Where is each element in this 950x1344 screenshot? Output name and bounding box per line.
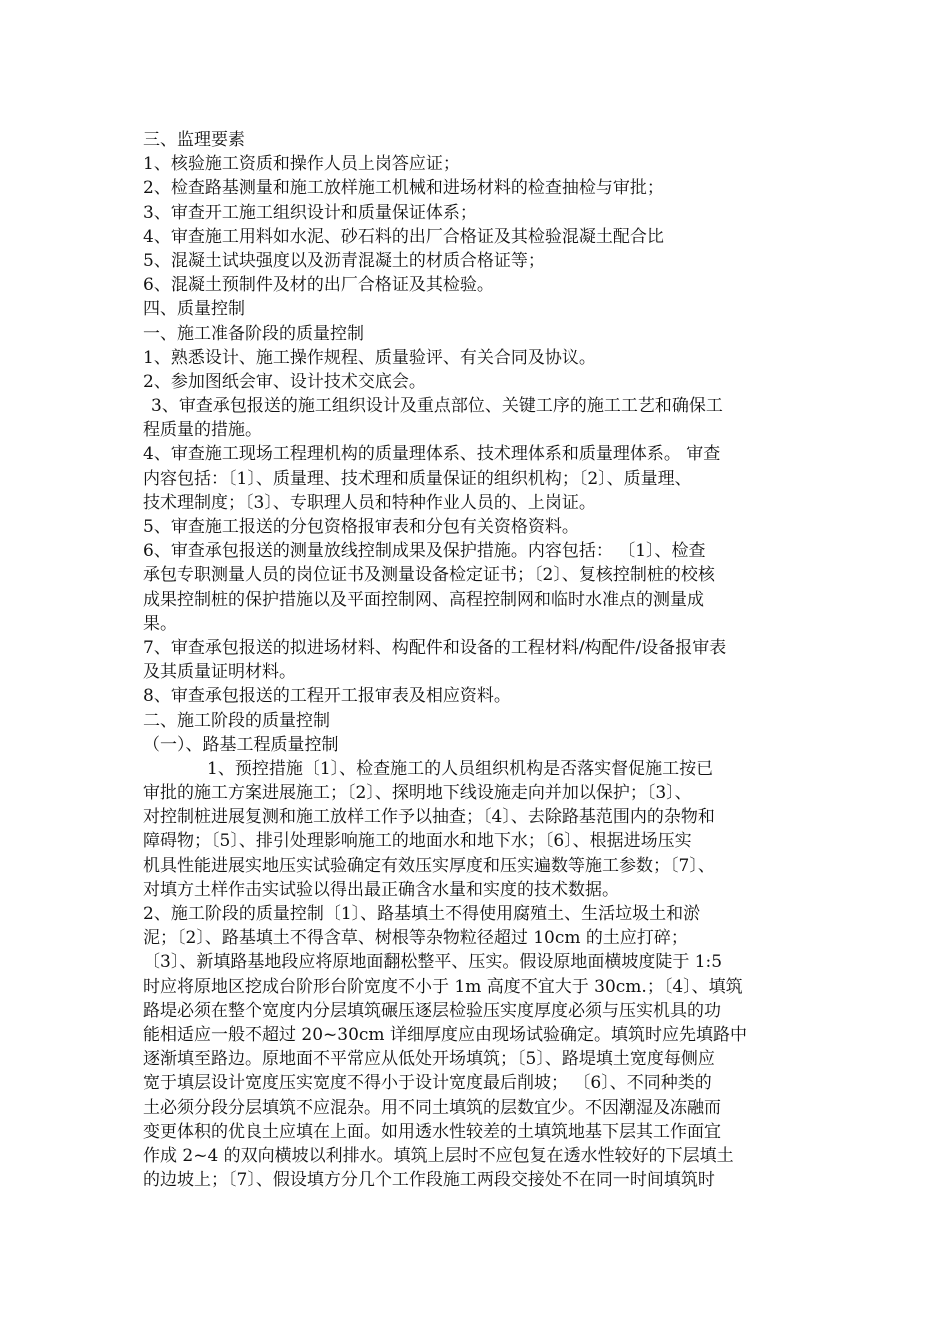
subsection-heading: 二、施工阶段的质量控制: [143, 710, 330, 731]
text-line: 泥；〔2〕、路基填土不得含草、树根等杂物粒径超过 10cm 的土应打碎；: [143, 928, 688, 949]
text-line: 5、审查施工报送的分包资格报审表和分包有关资格资料。: [143, 517, 579, 537]
subsection-heading: （一）、路基工程质量控制: [143, 734, 339, 755]
text-line: 能相适应一般不超过 20~30cm 详细厚度应由现场试验确定。填筑时应先填路中: [143, 1024, 747, 1045]
text-line: 机具性能进展实地压实试验确定有效压实厚度和压实遍数等施工参数；〔7〕、: [143, 855, 715, 876]
text-line: 4、审查施工用料如水泥、砂石料的出厂合格证及其检验混凝土配合比: [143, 226, 664, 247]
text-line: 1、熟悉设计、施工操作规程、质量验评、有关合同及协议。: [143, 347, 596, 368]
subsection-heading: 一、施工准备阶段的质量控制: [143, 323, 364, 344]
text-line: 4、审查施工现场工程理机构的质量理体系、技术理体系和质量理体系。 审查: [143, 444, 721, 465]
text-line: 土必须分段分层填筑不应混杂。用不同土填筑的层数宜少。不因潮湿及冻融而: [143, 1097, 721, 1118]
text-line: 宽于填层设计宽度压实宽度不得小于设计宽度最后削坡； 〔6〕、不同种类的: [143, 1073, 712, 1094]
text-line: 3、审查承包报送的施工组织设计及重点部位、关键工序的施工工艺和确保工: [151, 396, 723, 417]
text-line: 7、审查承包报送的拟进场材料、构配件和设备的工程材料/构配件/设备报审表: [143, 637, 727, 658]
text-line: 内容包括：〔1〕、质量理、技术理和质量保证的组织机构；〔2〕、质量理、: [143, 468, 692, 489]
text-line: 的边坡上；〔7〕、假设填方分几个工作段施工两段交接处不在同一时间填筑时: [143, 1170, 715, 1191]
text-line: 逐渐填至路边。原地面不平常应从低处开场填筑；〔5〕、路堤填土宽度每侧应: [143, 1049, 715, 1070]
text-line: 对填方土样作击实试验以得出最正确含水量和实度的技术数据。: [143, 879, 619, 900]
text-line: 1、预控措施〔1〕、检查施工的人员组织机构是否落实督促施工按已: [207, 758, 714, 779]
text-line: 路堤必须在整个宽度内分层填筑碾压逐层检验压实度厚度必须与压实机具的功: [143, 1000, 721, 1021]
text-line: 承包专职测量人员的岗位证书及测量设备检定证书；〔2〕、复核控制桩的校核: [143, 565, 715, 586]
text-line: 5、混凝土试块强度以及沥青混凝土的材质合格证等；: [143, 250, 545, 271]
text-line: 时应将原地区挖成台阶形台阶宽度不小于 1m 高度不宜大于 30cm.；〔4〕、填筑: [143, 976, 743, 997]
text-line: 1、核验施工资质和操作人员上岗答应证；: [143, 154, 460, 175]
text-line: 成果控制桩的保护措施以及平面控制网、高程控制网和临时水准点的测量成: [143, 589, 704, 610]
text-line: 对控制桩进展复测和施工放样工作予以抽查；〔4〕、去除路基范围内的杂物和: [143, 807, 715, 828]
text-line: 审批的施工方案进展施工；〔2〕、探明地下线设施走向并加以保护；〔3〕、: [143, 783, 692, 804]
text-line: 6、混凝土预制件及材的出厂合格证及其检验。: [143, 275, 494, 296]
text-line: 技术理制度；〔3〕、专职理人员和特种作业人员的、上岗证。: [143, 492, 596, 513]
text-line: 及其质量证明材料。: [143, 662, 296, 683]
text-line: 2、施工阶段的质量控制〔1〕、路基填土不得使用腐殖土、生活垃圾土和淤: [143, 904, 701, 924]
text-line: 2、检查路基测量和施工放样施工机械和进场材料的检查抽检与审批；: [143, 178, 664, 199]
text-line: 障碍物；〔5〕、排引处理影响施工的地面水和地下水；〔6〕、根据进场压实: [143, 831, 692, 852]
text-line: 变更体积的优良土应填在上面。如用透水性较差的土填筑地基下层其工作面宜: [143, 1121, 721, 1142]
document-body: [143, 128, 805, 1192]
text-line: 3、审查开工施工组织设计和质量保证体系；: [143, 202, 477, 223]
section-heading: 四、质量控制: [143, 299, 245, 320]
text-line: 6、审查承包报送的测量放线控制成果及保护措施。内容包括： 〔1〕、检查: [143, 541, 706, 562]
section-heading: 三、监理要素: [143, 130, 245, 150]
text-line: 8、审查承包报送的工程开工报审表及相应资料。: [143, 686, 511, 707]
text-line: 〔3〕、新填路基地段应将原地面翻松整平、压实。假设原地面横坡度陡于 1:5: [143, 952, 723, 973]
text-line: 2、参加图纸会审、设计技术交底会。: [143, 371, 426, 392]
text-line: 果。: [143, 613, 177, 634]
text-line: 作成 2~4 的双向横坡以利排水。填筑上层时不应包复在透水性较好的下层填土: [143, 1145, 734, 1166]
text-line: 程质量的措施。: [143, 420, 262, 441]
